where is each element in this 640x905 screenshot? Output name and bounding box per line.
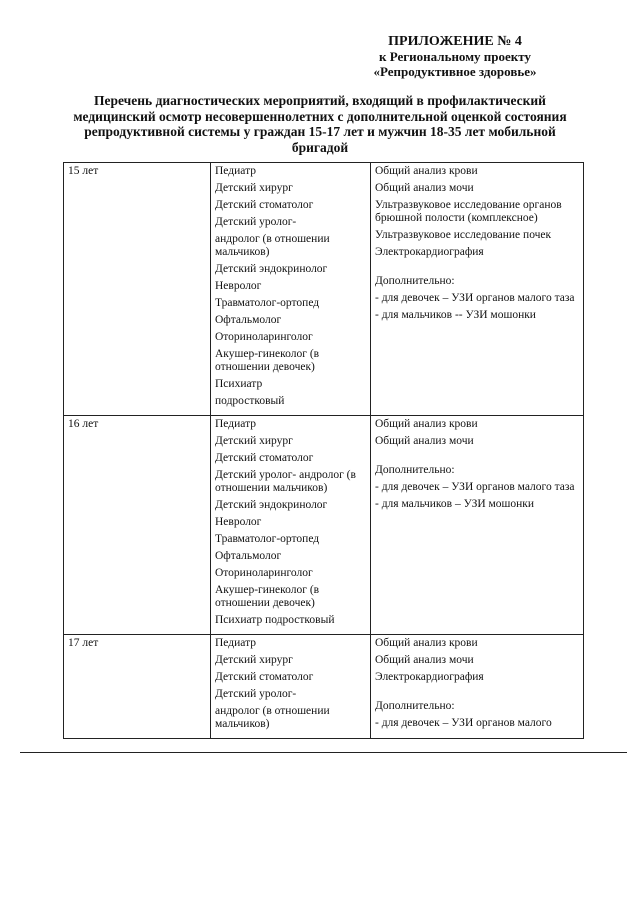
- specialist-item: Детский стоматолог: [215, 671, 314, 683]
- specialist-item: Детский стоматолог: [215, 452, 314, 464]
- exam-item: Электрокардиография: [375, 671, 484, 683]
- table-row: [64, 163, 584, 416]
- specialist-item: Педиатр: [215, 165, 256, 177]
- additional-item: - для девочек – УЗИ органов малого таза: [375, 481, 575, 493]
- specialist-item: Детский эндокринолог: [215, 263, 328, 275]
- exam-item: Электрокардиография: [375, 246, 484, 258]
- specialist-item: Травматолог-ортопед: [215, 297, 320, 309]
- specialist-item: Оториноларинголог: [215, 567, 313, 579]
- age-cell: 17 лет: [64, 635, 211, 739]
- specialists-cell: [211, 163, 371, 416]
- specialist-item: андролог (в отношении мальчиков): [215, 233, 330, 258]
- specialist-item: Детский уролог-: [215, 688, 297, 700]
- specialists-cell: [211, 416, 371, 635]
- age-cell: 15 лет: [64, 163, 211, 416]
- exam-item: Ультразвуковое исследование почек: [375, 229, 552, 241]
- specialist-item: Детский хирург: [215, 182, 293, 194]
- specialist-item: Детский хирург: [215, 435, 293, 447]
- additional-label: Дополнительно:: [375, 275, 455, 287]
- exam-item: Общий анализ крови: [375, 418, 478, 430]
- exam-item: Общий анализ крови: [375, 165, 478, 177]
- exam-item: Общий анализ мочи: [375, 182, 474, 194]
- spacer: [375, 452, 578, 464]
- diagnostics-table: [63, 162, 584, 739]
- specialist-item: андролог (в отношении мальчиков): [215, 705, 330, 730]
- appendix-header: [330, 34, 580, 79]
- exams-cell: [371, 635, 584, 739]
- document-title: Перечень диагностических мероприятий, входящий в профилактический медицинский осмотр несовершеннолетних с дополнительной оценкой состояния репродуктивной системы у граждан 15-17 лет и мужчин 18-35 лет мобильной бригадой: [73, 93, 567, 155]
- table-row: [64, 416, 584, 635]
- appendix-project: к Региональному проекту: [379, 49, 531, 64]
- specialist-item: Невролог: [215, 280, 262, 292]
- specialist-item: Детский уролог- андролог (в отношении мальчиков): [215, 469, 356, 494]
- diagnostics-table-body: [64, 163, 584, 739]
- additional-label: Дополнительно:: [375, 464, 455, 476]
- age-cell: 16 лет: [64, 416, 211, 635]
- specialist-item: подростковый: [215, 395, 285, 407]
- specialist-item: Детский уролог-: [215, 216, 297, 228]
- exams-cell: [371, 163, 584, 416]
- specialists-cell: [211, 635, 371, 739]
- specialist-item: Невролог: [215, 516, 262, 528]
- specialist-item: Акушер-гинеколог (в отношении девочек): [215, 584, 320, 609]
- specialist-item: Психиатр: [215, 378, 263, 390]
- table-row: [64, 635, 584, 739]
- specialist-item: Офтальмолог: [215, 314, 282, 326]
- additional-item: - для девочек – УЗИ органов малого таза: [375, 292, 575, 304]
- appendix-project-name: «Репродуктивное здоровье»: [373, 64, 537, 79]
- page-bottom-rule: [20, 752, 627, 753]
- additional-item: - для мальчиков – УЗИ мошонки: [375, 498, 535, 510]
- specialist-item: Оториноларинголог: [215, 331, 313, 343]
- specialist-item: Офтальмолог: [215, 550, 282, 562]
- exam-item: Общий анализ мочи: [375, 654, 474, 666]
- exam-item: Общий анализ крови: [375, 637, 478, 649]
- spacer: [375, 688, 578, 700]
- exam-item: Общий анализ мочи: [375, 435, 474, 447]
- specialist-item: Травматолог-ортопед: [215, 533, 320, 545]
- specialist-item: Психиатр подростковый: [215, 614, 335, 626]
- specialist-item: Детский эндокринолог: [215, 499, 328, 511]
- specialist-item: Акушер-гинеколог (в отношении девочек): [215, 348, 320, 373]
- exam-item: Ультразвуковое исследование органов брюшной полости (комплексное): [375, 199, 562, 224]
- specialist-item: Детский стоматолог: [215, 199, 314, 211]
- specialist-item: Педиатр: [215, 418, 256, 430]
- specialist-item: Детский хирург: [215, 654, 293, 666]
- exams-cell: [371, 416, 584, 635]
- appendix-number: ПРИЛОЖЕНИЕ № 4: [388, 34, 522, 49]
- additional-label: Дополнительно:: [375, 700, 455, 712]
- spacer: [375, 263, 578, 275]
- additional-item: - для девочек – УЗИ органов малого: [375, 717, 552, 729]
- additional-item: - для мальчиков -- УЗИ мошонки: [375, 309, 536, 321]
- specialist-item: Педиатр: [215, 637, 256, 649]
